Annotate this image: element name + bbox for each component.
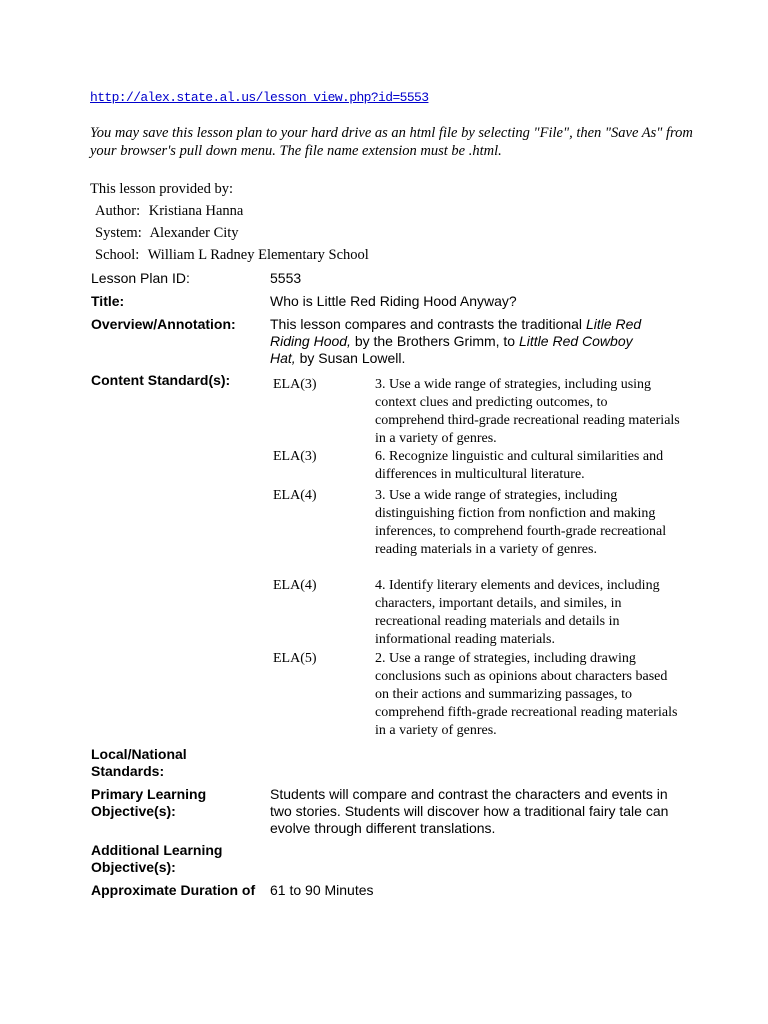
lesson-id-value: 5553 bbox=[270, 270, 302, 286]
standard-code: ELA(4) bbox=[273, 488, 317, 503]
system-row bbox=[90, 222, 369, 244]
additional-objective-label: Additional Learning Objective(s): bbox=[91, 842, 223, 875]
title-value: Who is Little Red Riding Hood Anyway? bbox=[270, 293, 517, 309]
duration-value: 61 to 90 Minutes bbox=[270, 882, 374, 898]
primary-objective-label: Primary Learning Objective(s): bbox=[91, 786, 207, 819]
overview-text-1: This lesson compares and contrasts the traditional bbox=[270, 316, 586, 332]
title-label: Title: bbox=[91, 293, 125, 309]
content-standards-label: Content Standard(s): bbox=[91, 372, 231, 388]
author-row bbox=[90, 200, 369, 222]
school-label: School: bbox=[95, 247, 140, 263]
system-name: Alexander City bbox=[149, 225, 239, 241]
duration-label: Approximate Duration of bbox=[91, 882, 256, 898]
provider-heading: This lesson provided by: bbox=[90, 181, 233, 197]
standard-code: ELA(4) bbox=[273, 578, 317, 593]
author-label: Author: bbox=[95, 203, 141, 219]
author-name: Kristiana Hanna bbox=[148, 203, 244, 219]
local-standards-label: Local/National Standards: bbox=[91, 746, 187, 779]
provider-block bbox=[90, 178, 369, 266]
standard-code: ELA(3) bbox=[273, 377, 317, 392]
overview-text-3: by Susan Lowell. bbox=[295, 350, 406, 366]
standard-text: 6. Recognize linguistic and cultural similarities and differences in multicultural literature. bbox=[375, 449, 664, 482]
school-name: William L Radney Elementary School bbox=[147, 247, 369, 263]
standard-code: ELA(5) bbox=[273, 651, 317, 666]
overview-value bbox=[270, 316, 660, 367]
overview-label: Overview/Annotation: bbox=[91, 316, 236, 332]
primary-objective-value: Students will compare and contrast the characters and events in two stories. Students will discover how a traditional fairy tale can evolve through different translations. bbox=[270, 786, 669, 836]
lesson-id-label: Lesson Plan ID: bbox=[91, 270, 190, 286]
school-row bbox=[90, 244, 369, 266]
standard-text: 4. Identify literary elements and devices, including characters, important details, and similes, in recreational reading materials and details in informational reading materials. bbox=[375, 578, 660, 647]
lesson-url-link[interactable]: http://alex.state.al.us/lesson_view.php?id=5553 bbox=[90, 90, 429, 105]
overview-book-2: Little Red Cowboy Hat, bbox=[270, 333, 633, 366]
save-instructions: You may save this lesson plan to your hard drive as an html file by selecting "File", then "Save As" from your browser's pull down menu. The file name extension must be .html. bbox=[90, 125, 693, 159]
standard-text: 3. Use a wide range of strategies, including distinguishing fiction from nonfiction and making inferences, to comprehend fourth-grade recreational reading materials in a variety of genres. bbox=[375, 488, 667, 557]
standard-text: 2. Use a range of strategies, including drawing conclusions such as opinions about characters based on their actions and summarizing passages, to comprehend fifth-grade recreational reading materials in a variety of genres. bbox=[375, 651, 678, 738]
system-label: System: bbox=[95, 225, 142, 241]
overview-book-1: Litle Red Riding Hood, bbox=[270, 316, 642, 349]
standard-code: ELA(3) bbox=[273, 449, 317, 464]
standard-text: 3. Use a wide range of strategies, including using context clues and predicting outcomes, to comprehend third-grade recreational reading materials in a variety of genres. bbox=[375, 377, 680, 446]
overview-text-2: by the Brothers Grimm, to bbox=[350, 333, 519, 349]
